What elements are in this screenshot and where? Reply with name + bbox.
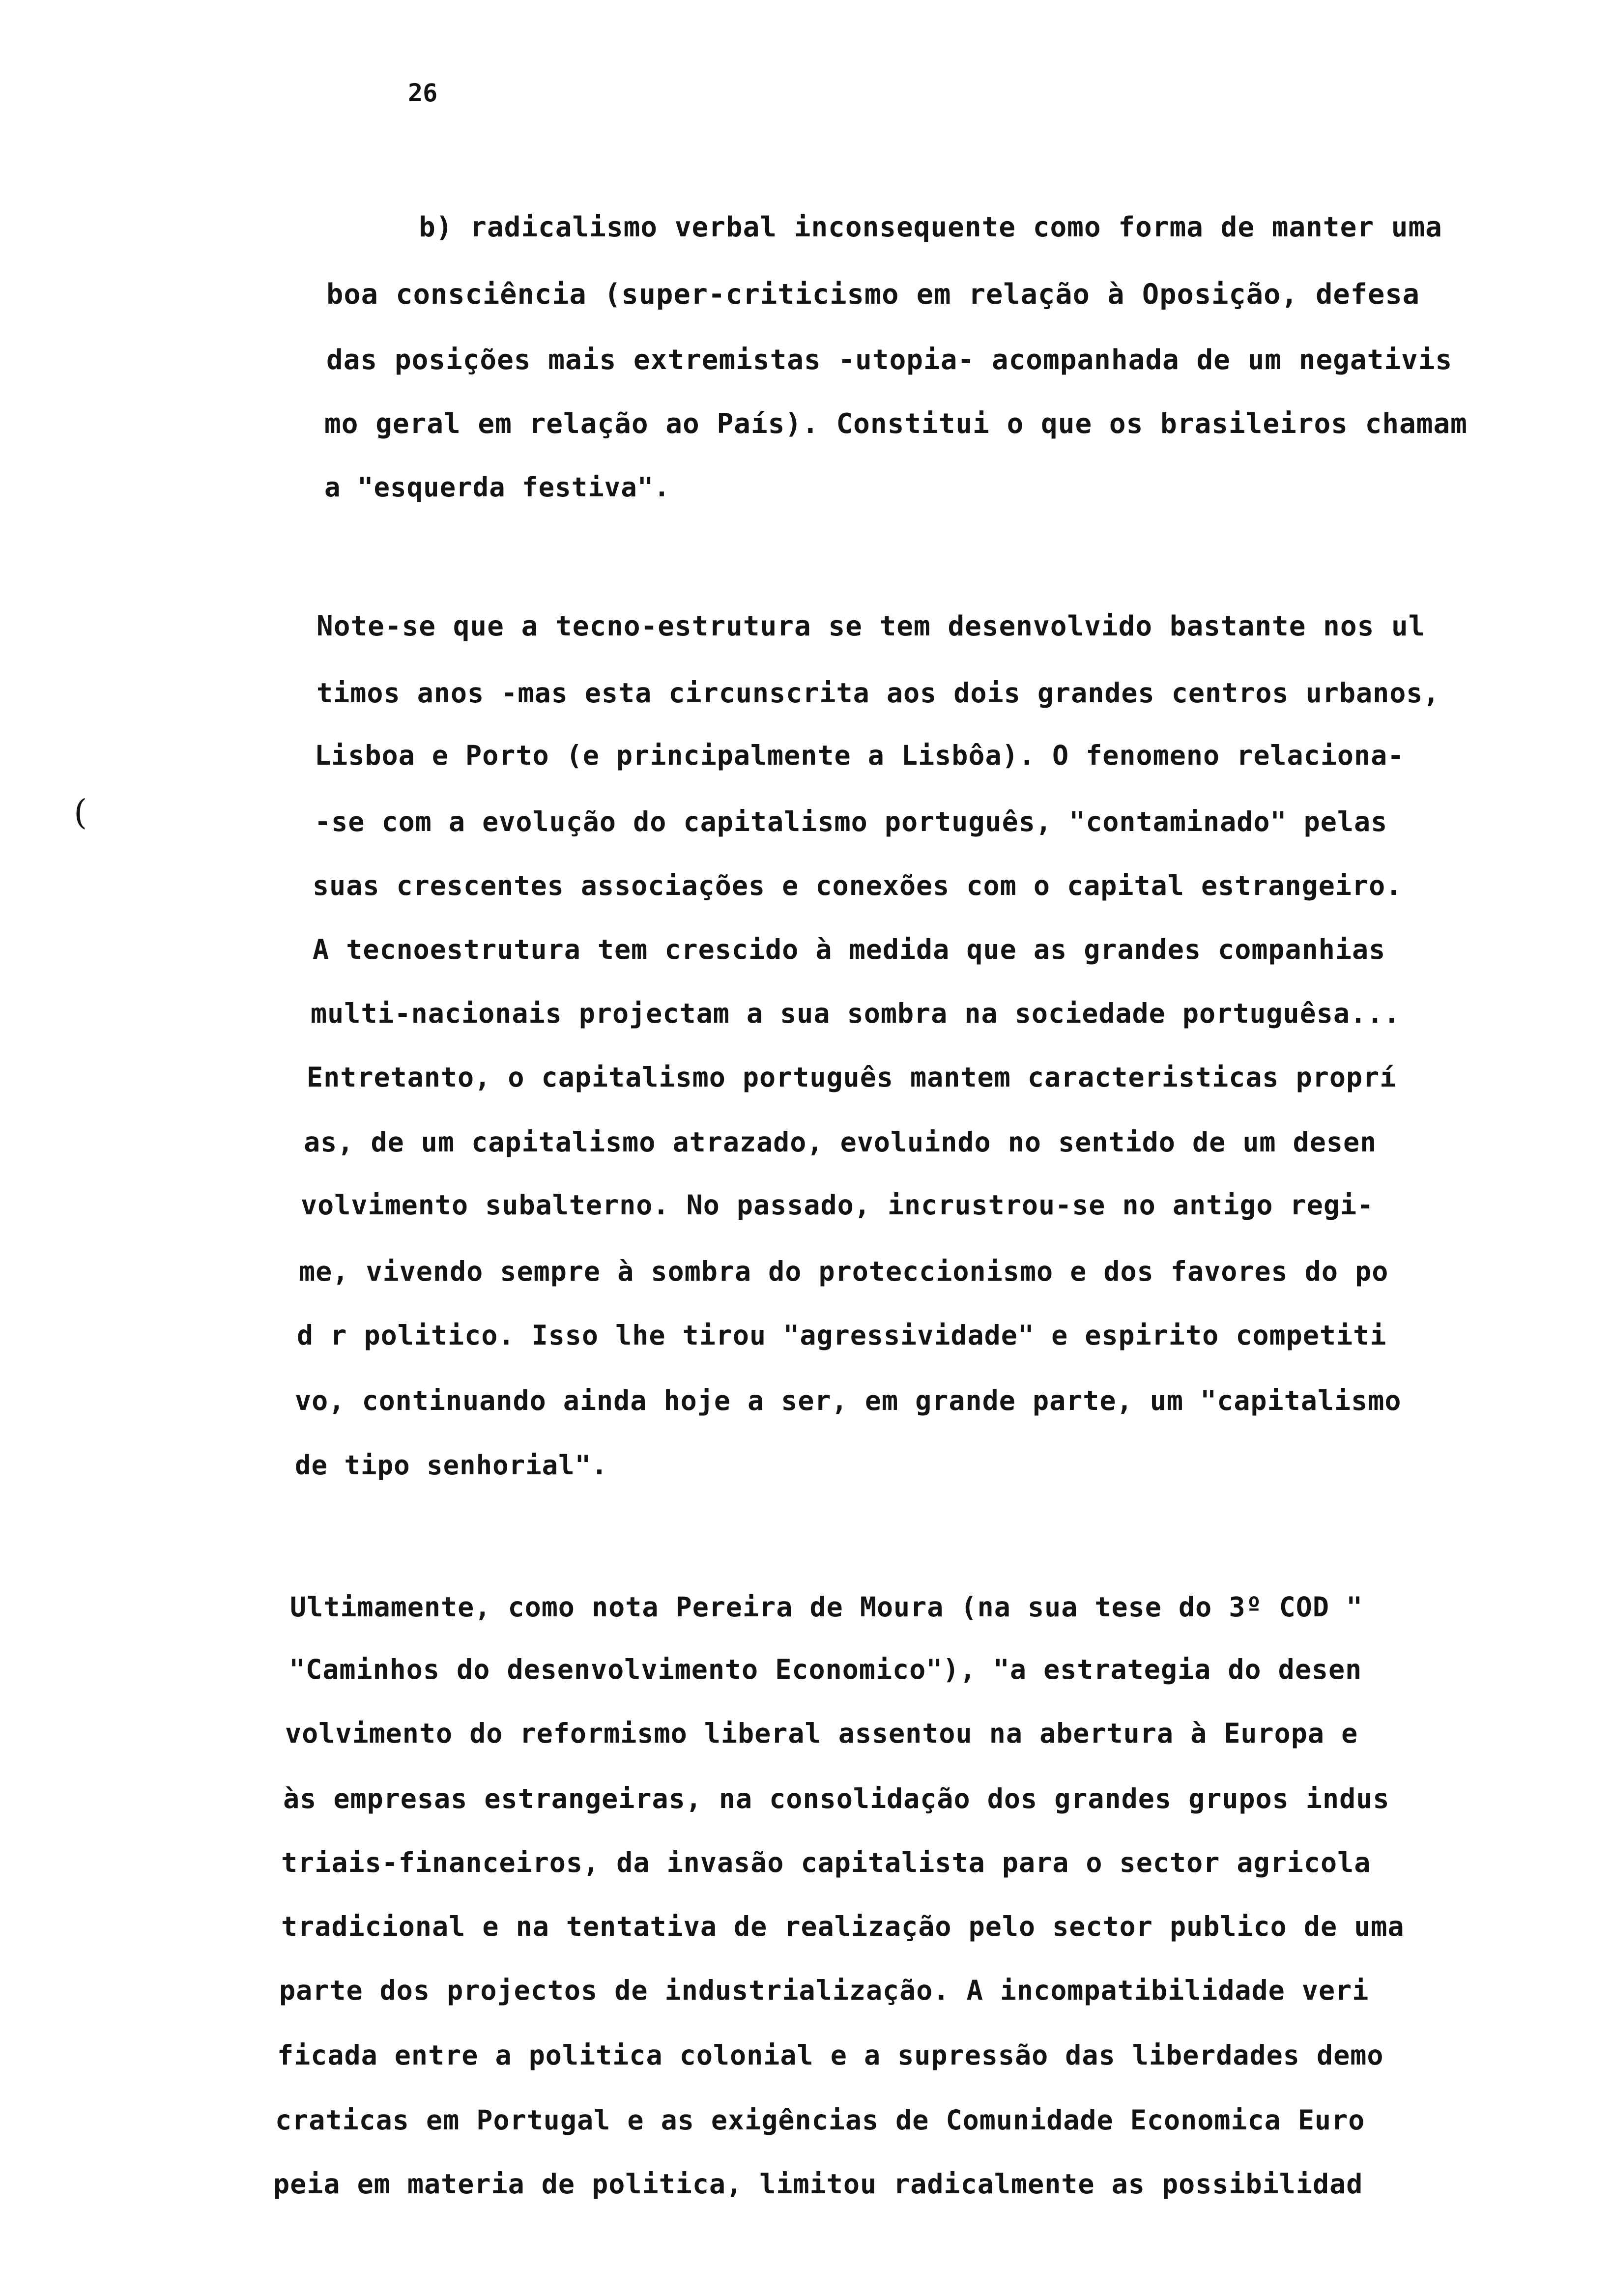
text-line: de tipo senhorial".: [295, 1450, 608, 1481]
text-line: ficada entre a politica colonial e a supressão das liberdades demo: [277, 2039, 1384, 2071]
text-line: Lisboa e Porto (e principalmente a Lisbôa). O fenomeno relaciona-: [315, 740, 1405, 771]
text-line: vo, continuando ainda hoje a ser, em grande parte, um "capitalismo: [295, 1385, 1402, 1416]
text-line: das posições mais extremistas -utopia- acompanhada de um negativis: [326, 344, 1453, 376]
text-line: suas crescentes associações e conexões com o capital estrangeiro.: [313, 870, 1403, 901]
text-line: d r politico. Isso lhe tirou "agressividade" e espirito competiti: [297, 1320, 1387, 1351]
text-line: craticas em Portugal e as exigências de Comunidade Economica Euro: [275, 2104, 1365, 2136]
margin-mark: (: [74, 792, 87, 832]
text-line: volvimento do reformismo liberal assentou na abertura à Europa e: [285, 1718, 1358, 1749]
text-line: b) radicalismo verbal inconsequente como forma de manter uma: [419, 211, 1442, 243]
text-line: triais-financeiros, da invasão capitalista para o sector agricola: [281, 1847, 1371, 1878]
text-line: a "esquerda festiva".: [324, 472, 670, 503]
text-line: multi-nacionais projectam a sua sombra na sociedade portuguêsa...: [311, 998, 1401, 1029]
text-line: às empresas estrangeiras, na consolidação dos grandes grupos indus: [283, 1783, 1390, 1814]
text-line: parte dos projectos de industrialização. A incompatibilidade veri: [279, 1975, 1369, 2006]
text-line: Entretanto, o capitalismo português mantem caracteristicas proprí: [307, 1062, 1397, 1093]
text-line: volvimento subalterno. No passado, incrustrou-se no antigo regi-: [301, 1189, 1374, 1221]
text-line: Note-se que a tecno-estrutura se tem desenvolvido bastante nos ul: [317, 610, 1426, 642]
text-line: boa consciência (super-criticismo em relação à Oposição, defesa: [326, 278, 1420, 311]
text-line: "Caminhos do desenvolvimento Economico"), "a estrategia do desen: [289, 1654, 1362, 1685]
text-line: peia em materia de politica, limitou radicalmente as possibilidad: [273, 2168, 1363, 2200]
text-line: mo geral em relação ao País). Constitui o que os brasileiros chamam: [324, 408, 1468, 440]
page-number: 26: [408, 79, 438, 107]
text-line: timos anos -mas esta circunscrita aos dois grandes centros urbanos,: [317, 677, 1440, 709]
text-line: me, vivendo sempre à sombra do proteccionismo e dos favores do po: [299, 1256, 1389, 1287]
text-line: A tecnoestrutura tem crescido à medida que as grandes companhias: [313, 934, 1386, 965]
text-line: as, de um capitalismo atrazado, evoluindo no sentido de um desen: [304, 1126, 1377, 1158]
text-line: -se com a evolução do capitalismo português, "contaminado" pelas: [315, 806, 1388, 837]
text-line: Ultimamente, como nota Pereira de Moura (na sua tese do 3º COD ": [290, 1591, 1363, 1623]
text-line: tradicional e na tentativa de realização pelo sector publico de uma: [281, 1911, 1405, 1942]
